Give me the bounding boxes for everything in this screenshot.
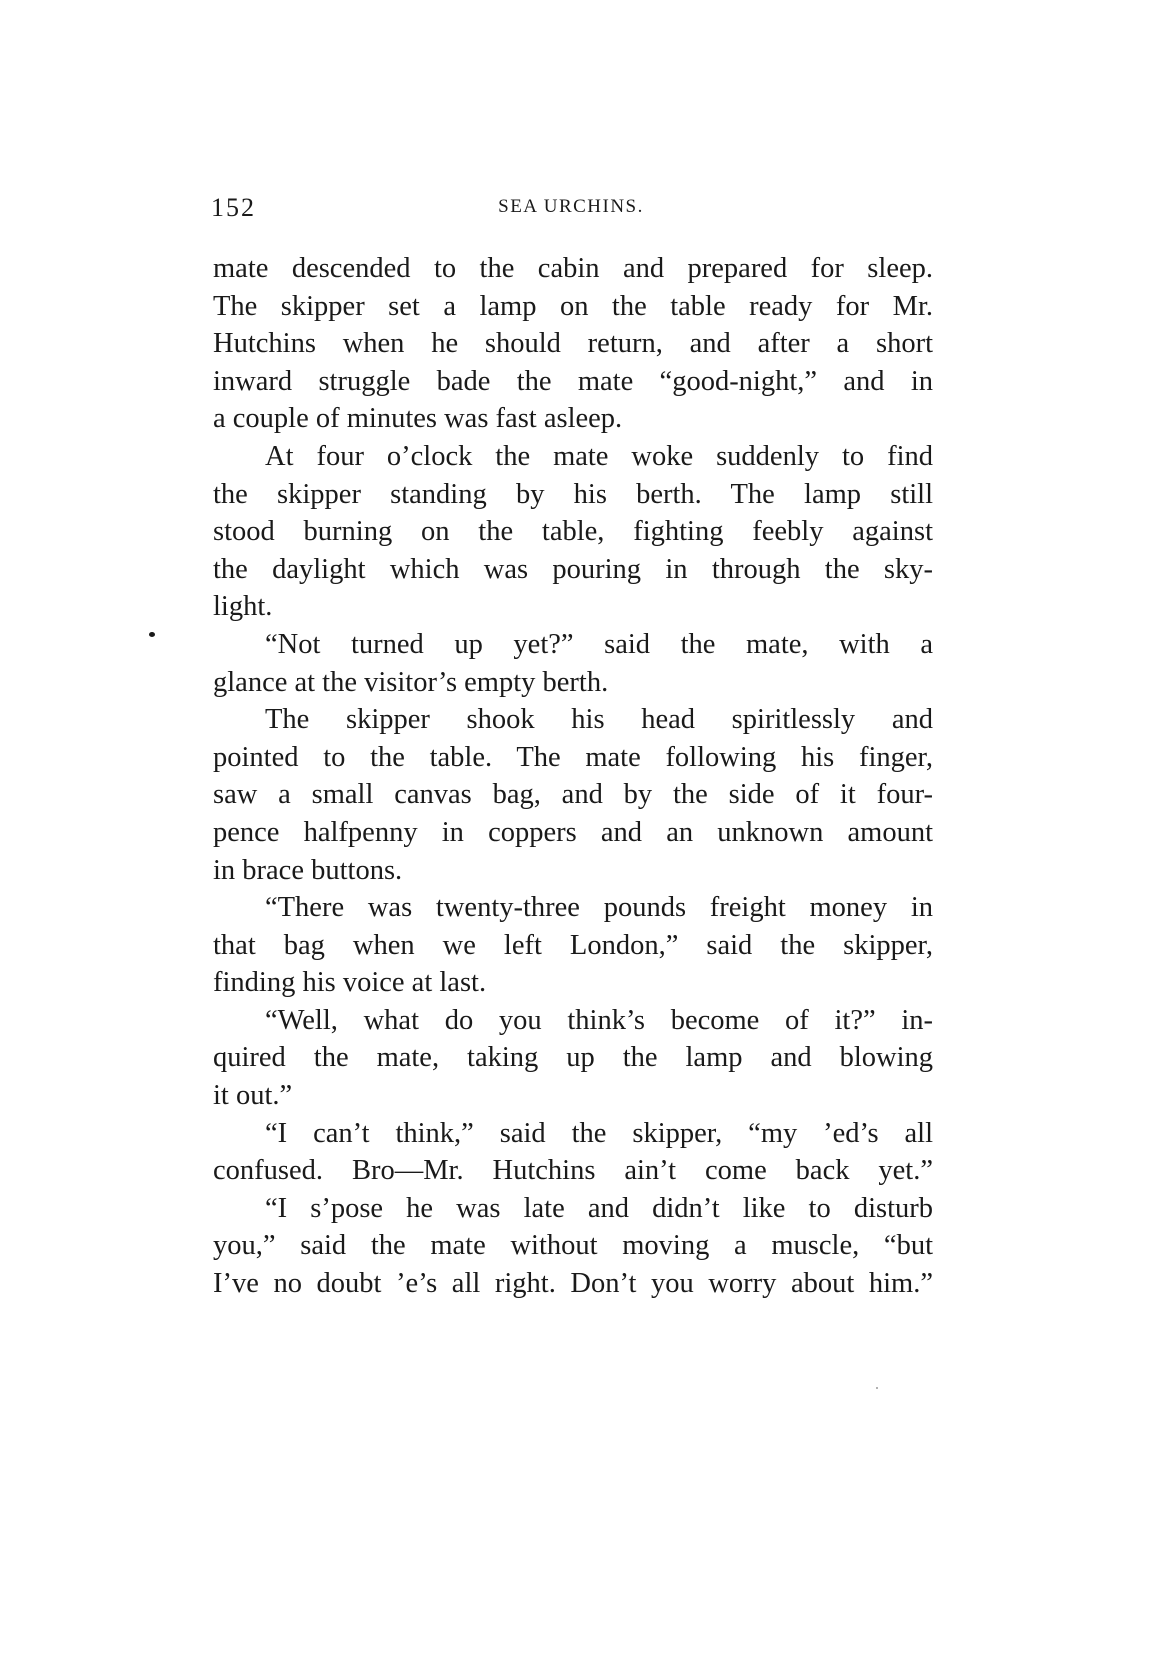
text-line: stood burning on the table, fighting feebly against bbox=[213, 516, 933, 548]
text-line: you,” said the mate without moving a muscle, “but bbox=[213, 1230, 933, 1262]
paragraph bbox=[213, 889, 933, 1002]
text-line: “There was twenty-three pounds freight money in bbox=[265, 892, 933, 924]
paragraph bbox=[213, 626, 933, 701]
paragraph bbox=[213, 1190, 933, 1303]
text-line: finding his voice at last. bbox=[213, 967, 487, 999]
page-number: 152 bbox=[211, 193, 256, 222]
text-line: pointed to the table. The mate following his finger, bbox=[213, 741, 933, 773]
text-line: “Not turned up yet?” said the mate, with a bbox=[265, 628, 933, 660]
paragraph bbox=[213, 438, 933, 626]
text-line: saw a small canvas bag, and by the side of it four- bbox=[213, 779, 933, 811]
text-line: the daylight which was pouring in through the sky- bbox=[213, 553, 933, 585]
page-header bbox=[211, 193, 931, 225]
text-line: The skipper set a lamp on the table ready for Mr. bbox=[213, 290, 933, 322]
running-title: SEA URCHINS. bbox=[498, 196, 644, 217]
text-line: I’ve no doubt ’e’s all right. Don’t you worry about him.” bbox=[213, 1268, 933, 1300]
text-line: light. bbox=[213, 591, 273, 623]
ink-mark bbox=[149, 632, 155, 637]
text-line: At four o’clock the mate woke suddenly to find bbox=[265, 440, 933, 472]
text-line: Hutchins when he should return, and after a short bbox=[213, 328, 933, 360]
body-text bbox=[213, 250, 933, 1303]
text-line: mate descended to the cabin and prepared for sleep. bbox=[213, 253, 933, 284]
text-line: in brace buttons. bbox=[213, 854, 403, 886]
text-line: a couple of minutes was fast asleep. bbox=[213, 403, 623, 435]
paragraph bbox=[213, 1002, 933, 1115]
text-line: the skipper standing by his berth. The lamp still bbox=[213, 478, 933, 510]
paper-speck bbox=[876, 1387, 878, 1389]
text-line: The skipper shook his head spiritlessly and bbox=[265, 704, 933, 736]
text-line: it out.” bbox=[213, 1080, 293, 1112]
text-line: “Well, what do you think’s become of it?” in- bbox=[265, 1004, 933, 1036]
text-line: inward struggle bade the mate “good-night,” and in bbox=[213, 365, 933, 397]
text-line: “I s’pose he was late and didn’t like to disturb bbox=[265, 1192, 933, 1224]
paragraph bbox=[213, 701, 933, 889]
text-line: that bag when we left London,” said the skipper, bbox=[213, 929, 933, 961]
text-line: pence halfpenny in coppers and an unknown amount bbox=[213, 816, 933, 848]
text-line: confused. Bro—Mr. Hutchins ain’t come back yet.” bbox=[213, 1155, 933, 1187]
paragraph bbox=[213, 1115, 933, 1190]
text-line: glance at the visitor’s empty berth. bbox=[213, 666, 609, 698]
text-line: “I can’t think,” said the skipper, “my ’ed’s all bbox=[265, 1117, 933, 1149]
paragraph bbox=[213, 250, 933, 438]
text-line: quired the mate, taking up the lamp and blowing bbox=[213, 1042, 933, 1074]
